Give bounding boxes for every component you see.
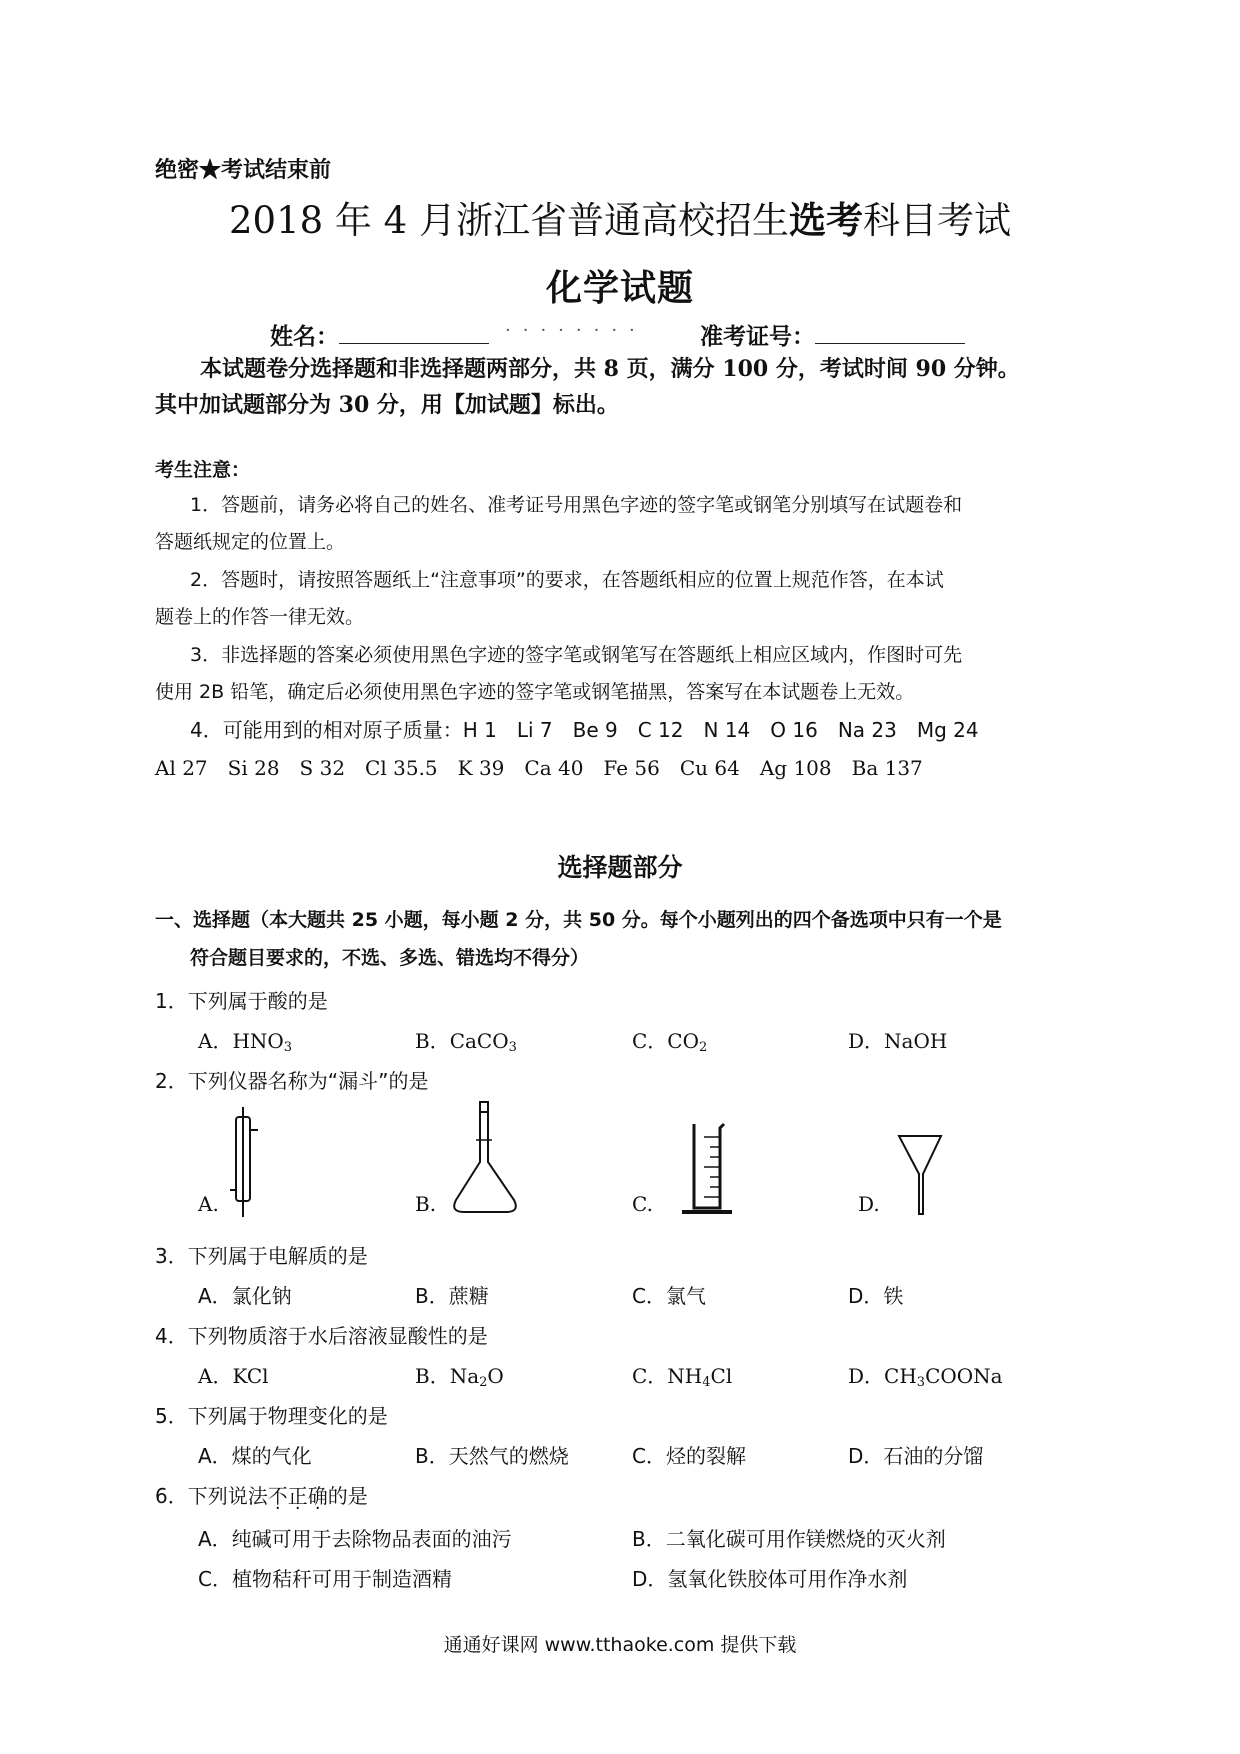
q2-option-c[interactable]: C. xyxy=(632,1192,653,1216)
q5-option-a[interactable]: A．煤的气化 xyxy=(198,1444,312,1468)
q6-option-c[interactable]: C．植物秸秆可用于制造酒精 xyxy=(198,1567,452,1591)
subscript: 2 xyxy=(699,1040,708,1055)
id-label: 准考证号： xyxy=(700,323,815,350)
question-2-stem: 2．下列仪器名称为“漏斗”的是 xyxy=(155,1069,429,1093)
q5-option-c[interactable]: C．烃的裂解 xyxy=(632,1444,746,1468)
note-3b: 使用 2B 铅笔，确定后必须使用黑色字迹的签字笔或钢笔描黑，答案写在本试题卷上无效。 xyxy=(155,681,915,703)
note-2a: 2．答题时，请按照答题纸上“注意事项”的要求，在答题纸相应的位置上规范作答，在本试 xyxy=(190,569,944,591)
subscript: 3 xyxy=(916,1375,926,1390)
emphasis-char: 确 xyxy=(307,1484,328,1508)
q6-option-b[interactable]: B．二氧化碳可用作镁燃烧的灭火剂 xyxy=(632,1527,946,1551)
subscript: 4 xyxy=(702,1375,711,1390)
subscript: 3 xyxy=(283,1040,293,1055)
q1-option-d[interactable]: D．NaOH xyxy=(848,1029,948,1053)
q1-option-a[interactable] xyxy=(198,1025,292,1055)
q4-option-d[interactable] xyxy=(848,1360,1003,1390)
name-blank[interactable] xyxy=(339,323,489,344)
note-3a: 3．非选择题的答案必须使用黑色字迹的签字笔或钢笔写在答题纸上相应区域内，作图时可先 xyxy=(190,644,963,666)
q4-option-b[interactable] xyxy=(415,1360,504,1390)
q2-option-d[interactable]: D. xyxy=(858,1192,880,1216)
exam-title-part: 科目考试 xyxy=(863,199,1011,242)
q1-option-c[interactable] xyxy=(632,1025,707,1055)
section-header-1: 一、选择题（本大题共 25 小题，每小题 2 分，共 50 分。每个小题列出的四个备选项中只有一个是 xyxy=(155,909,1002,931)
condenser-icon xyxy=(228,1105,268,1220)
question-6-stem xyxy=(155,1480,368,1509)
subject-title: 化学试题 xyxy=(545,267,694,309)
name-label: 姓名： xyxy=(270,323,339,350)
q2-option-a[interactable]: A. xyxy=(198,1192,219,1216)
exam-title xyxy=(0,190,1240,244)
separator-dots: ········ xyxy=(505,320,647,341)
funnel-icon xyxy=(895,1132,945,1217)
q4-option-a[interactable]: A．KCl xyxy=(198,1364,269,1388)
notes-heading: 考生注意： xyxy=(155,459,251,481)
graduated-cylinder-icon xyxy=(680,1122,735,1217)
id-blank[interactable] xyxy=(815,323,965,344)
stem-text: 的是 xyxy=(327,1484,368,1508)
note-1b: 答题纸规定的位置上。 xyxy=(155,531,346,553)
q3-option-a[interactable]: A．氯化钠 xyxy=(198,1284,292,1308)
q3-option-b[interactable]: B．蔗糖 xyxy=(415,1284,489,1308)
option-text: O xyxy=(487,1364,504,1388)
option-text: COONa xyxy=(925,1364,1003,1388)
note-4b: Al 27 Si 28 S 32 Cl 35.5 K 39 Ca 40 Fe 56 Cu 64 Ag 108 Ba 137 xyxy=(155,756,923,780)
q4-option-c[interactable] xyxy=(632,1360,732,1390)
question-3-stem: 3．下列属于电解质的是 xyxy=(155,1244,368,1268)
subscript: 3 xyxy=(508,1040,517,1055)
stem-text: 6．下列说法 xyxy=(155,1484,268,1508)
emphasis-char: 正 xyxy=(287,1484,308,1508)
emphasis-char: 不 xyxy=(267,1484,288,1508)
subscript: 2 xyxy=(479,1375,488,1390)
secret-mark: 绝密★考试结束前 xyxy=(155,157,332,183)
intro-line-2: 其中加试题部分为 30 分，用【加试题】标出。 xyxy=(155,392,619,418)
option-text: A．HNO xyxy=(198,1029,284,1053)
option-text: Cl xyxy=(710,1364,733,1388)
q6-option-d[interactable]: D．氢氧化铁胶体可用作净水剂 xyxy=(632,1567,908,1591)
question-5-stem: 5．下列属于物理变化的是 xyxy=(155,1404,388,1428)
option-text: B．Na xyxy=(415,1364,480,1388)
name-field xyxy=(270,318,489,351)
exam-title-bold: 选考 xyxy=(789,198,863,242)
q1-option-b[interactable] xyxy=(415,1025,517,1055)
note-2b: 题卷上的作答一律无效。 xyxy=(155,606,365,628)
section-title: 选择题部分 xyxy=(557,853,683,882)
intro-line-1: 本试题卷分选择题和非选择题两部分，共 8 页，满分 100 分，考试时间 90 分钟。 xyxy=(200,356,1020,382)
question-4-stem: 4．下列物质溶于水后溶液显酸性的是 xyxy=(155,1324,488,1348)
q6-option-a[interactable]: A．纯碱可用于去除物品表面的油污 xyxy=(198,1527,512,1551)
id-field xyxy=(700,318,965,351)
q5-option-d[interactable]: D．石油的分馏 xyxy=(848,1444,984,1468)
q3-option-c[interactable]: C．氯气 xyxy=(632,1284,706,1308)
q3-option-d[interactable]: D．铁 xyxy=(848,1284,904,1308)
option-text: C．NH xyxy=(632,1364,703,1388)
option-text: B．CaCO xyxy=(415,1029,509,1053)
option-text: C．CO xyxy=(632,1029,700,1053)
q2-option-b[interactable]: B. xyxy=(415,1192,437,1216)
option-text: D．CH xyxy=(848,1364,917,1388)
exam-title-part: 2018 年 4 月浙江省普通高校招生 xyxy=(229,199,789,242)
note-4a: 4．可能用到的相对原子质量：H 1 Li 7 Be 9 C 12 N 14 O 16 Na 23 Mg 24 xyxy=(190,718,979,742)
volumetric-flask-icon xyxy=(448,1100,523,1215)
note-1a: 1．答题前，请务必将自己的姓名、准考证号用黑色字迹的签字笔或钢笔分别填写在试题卷和 xyxy=(190,494,963,516)
section-header-2: 符合题目要求的，不选、多选、错选均不得分） xyxy=(190,947,590,969)
q5-option-b[interactable]: B．天然气的燃烧 xyxy=(415,1444,569,1468)
question-1-stem: 1．下列属于酸的是 xyxy=(155,989,328,1013)
footer-credit: 通通好课网 www.tthaoke.com 提供下载 xyxy=(443,1634,797,1656)
